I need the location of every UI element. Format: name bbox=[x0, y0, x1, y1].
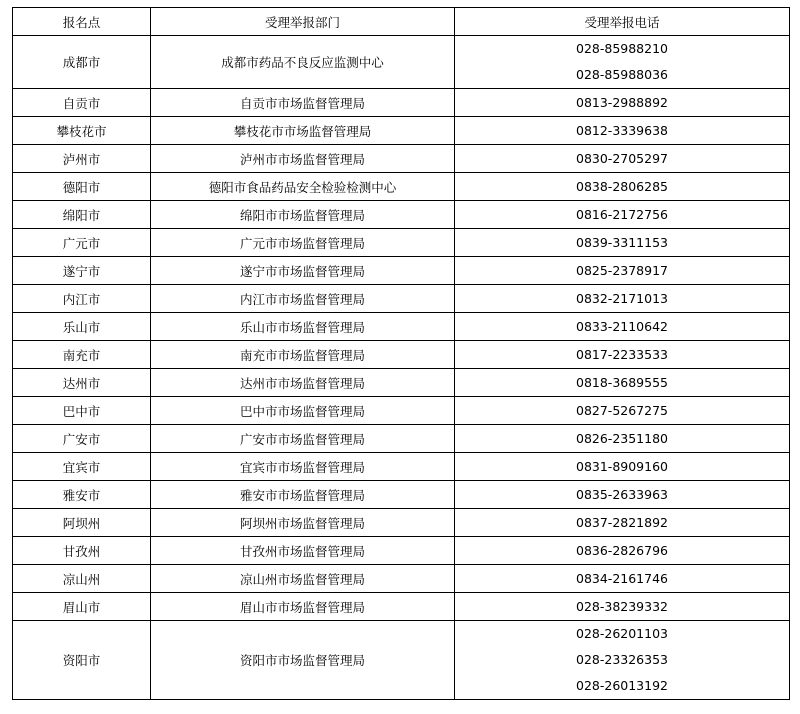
city-cell: 广元市 bbox=[13, 229, 151, 257]
table-row bbox=[13, 285, 790, 313]
phone-cell bbox=[455, 173, 790, 201]
city-cell: 凉山州 bbox=[13, 565, 151, 593]
phone-number: 0838-2806285 bbox=[576, 179, 668, 194]
department-cell: 南充市市场监督管理局 bbox=[151, 341, 455, 369]
phone-number: 028-85988036 bbox=[576, 67, 668, 82]
department-cell: 凉山州市场监督管理局 bbox=[151, 565, 455, 593]
city-cell: 达州市 bbox=[13, 369, 151, 397]
phone-number: 0818-3689555 bbox=[576, 375, 668, 390]
department-cell: 广元市市场监督管理局 bbox=[151, 229, 455, 257]
table-header-row bbox=[13, 8, 790, 36]
city-cell: 绵阳市 bbox=[13, 201, 151, 229]
document-page bbox=[12, 7, 790, 700]
department-cell: 广安市市场监督管理局 bbox=[151, 425, 455, 453]
department-cell: 泸州市市场监督管理局 bbox=[151, 145, 455, 173]
department-cell: 资阳市市场监督管理局 bbox=[151, 621, 455, 700]
department-cell: 绵阳市市场监督管理局 bbox=[151, 201, 455, 229]
phone-number: 028-26013192 bbox=[576, 678, 668, 693]
phone-cell bbox=[455, 313, 790, 341]
table-row bbox=[13, 593, 790, 621]
phone-cell bbox=[455, 593, 790, 621]
phone-cell bbox=[455, 397, 790, 425]
phone-cell bbox=[455, 36, 790, 89]
department-cell: 成都市药品不良反应监测中心 bbox=[151, 36, 455, 89]
department-cell: 乐山市市场监督管理局 bbox=[151, 313, 455, 341]
phone-number: 028-26201103 bbox=[576, 626, 668, 641]
phone-number: 0825-2378917 bbox=[576, 263, 668, 278]
phone-cell bbox=[455, 425, 790, 453]
department-cell: 内江市市场监督管理局 bbox=[151, 285, 455, 313]
phone-number: 028-85988210 bbox=[576, 41, 668, 56]
phone-cell bbox=[455, 369, 790, 397]
phone-number: 0813-2988892 bbox=[576, 95, 668, 110]
phone-cell bbox=[455, 285, 790, 313]
table-row bbox=[13, 509, 790, 537]
phone-cell bbox=[455, 201, 790, 229]
phone-number: 0837-2821892 bbox=[576, 515, 668, 530]
department-cell: 巴中市市场监督管理局 bbox=[151, 397, 455, 425]
phone-number: 0832-2171013 bbox=[576, 291, 668, 306]
city-cell: 泸州市 bbox=[13, 145, 151, 173]
phone-cell bbox=[455, 229, 790, 257]
phone-number: 0839-3311153 bbox=[576, 235, 668, 250]
table-row bbox=[13, 341, 790, 369]
table-row bbox=[13, 173, 790, 201]
city-cell: 成都市 bbox=[13, 36, 151, 89]
phone-cell bbox=[455, 117, 790, 145]
table-row bbox=[13, 537, 790, 565]
table-row bbox=[13, 397, 790, 425]
phone-number: 028-23326353 bbox=[576, 652, 668, 667]
table-row bbox=[13, 36, 790, 89]
department-cell: 达州市市场监督管理局 bbox=[151, 369, 455, 397]
table-row bbox=[13, 481, 790, 509]
phone-number: 0827-5267275 bbox=[576, 403, 668, 418]
phone-number: 0817-2233533 bbox=[576, 347, 668, 362]
department-cell: 自贡市市场监督管理局 bbox=[151, 89, 455, 117]
city-cell: 攀枝花市 bbox=[13, 117, 151, 145]
header-department: 受理举报部门 bbox=[151, 8, 455, 36]
department-cell: 攀枝花市市场监督管理局 bbox=[151, 117, 455, 145]
table-row bbox=[13, 621, 790, 700]
phone-number: 0835-2633963 bbox=[576, 487, 668, 502]
phone-number: 0834-2161746 bbox=[576, 571, 668, 586]
city-cell: 内江市 bbox=[13, 285, 151, 313]
department-cell: 宜宾市市场监督管理局 bbox=[151, 453, 455, 481]
city-cell: 雅安市 bbox=[13, 481, 151, 509]
city-cell: 甘孜州 bbox=[13, 537, 151, 565]
table-row bbox=[13, 257, 790, 285]
phone-number: 028-38239332 bbox=[576, 599, 668, 614]
phone-cell bbox=[455, 257, 790, 285]
phone-cell bbox=[455, 89, 790, 117]
phone-number: 0836-2826796 bbox=[576, 543, 668, 558]
phone-cell bbox=[455, 341, 790, 369]
table-row bbox=[13, 425, 790, 453]
table-row bbox=[13, 117, 790, 145]
phone-cell bbox=[455, 565, 790, 593]
department-cell: 眉山市市场监督管理局 bbox=[151, 593, 455, 621]
city-cell: 南充市 bbox=[13, 341, 151, 369]
phone-number: 0812-3339638 bbox=[576, 123, 668, 138]
phone-number: 0830-2705297 bbox=[576, 151, 668, 166]
table-row bbox=[13, 201, 790, 229]
city-cell: 巴中市 bbox=[13, 397, 151, 425]
phone-number: 0833-2110642 bbox=[576, 319, 668, 334]
table-row bbox=[13, 89, 790, 117]
city-cell: 阿坝州 bbox=[13, 509, 151, 537]
table-row bbox=[13, 145, 790, 173]
report-contact-table bbox=[12, 7, 790, 700]
table-row bbox=[13, 369, 790, 397]
phone-cell bbox=[455, 621, 790, 700]
department-cell: 德阳市食品药品安全检验检测中心 bbox=[151, 173, 455, 201]
phone-cell bbox=[455, 537, 790, 565]
department-cell: 甘孜州市场监督管理局 bbox=[151, 537, 455, 565]
city-cell: 乐山市 bbox=[13, 313, 151, 341]
table-body bbox=[13, 36, 790, 700]
header-phone: 受理举报电话 bbox=[455, 8, 790, 36]
table-row bbox=[13, 453, 790, 481]
department-cell: 阿坝州市场监督管理局 bbox=[151, 509, 455, 537]
phone-number: 0816-2172756 bbox=[576, 207, 668, 222]
city-cell: 遂宁市 bbox=[13, 257, 151, 285]
phone-number: 0831-8909160 bbox=[576, 459, 668, 474]
table-row bbox=[13, 229, 790, 257]
city-cell: 广安市 bbox=[13, 425, 151, 453]
city-cell: 德阳市 bbox=[13, 173, 151, 201]
city-cell: 宜宾市 bbox=[13, 453, 151, 481]
table-row bbox=[13, 313, 790, 341]
table-row bbox=[13, 565, 790, 593]
phone-cell bbox=[455, 481, 790, 509]
department-cell: 遂宁市市场监督管理局 bbox=[151, 257, 455, 285]
city-cell: 眉山市 bbox=[13, 593, 151, 621]
phone-number: 0826-2351180 bbox=[576, 431, 668, 446]
city-cell: 自贡市 bbox=[13, 89, 151, 117]
phone-cell bbox=[455, 453, 790, 481]
phone-cell bbox=[455, 145, 790, 173]
department-cell: 雅安市市场监督管理局 bbox=[151, 481, 455, 509]
city-cell: 资阳市 bbox=[13, 621, 151, 700]
header-city: 报名点 bbox=[13, 8, 151, 36]
phone-cell bbox=[455, 509, 790, 537]
